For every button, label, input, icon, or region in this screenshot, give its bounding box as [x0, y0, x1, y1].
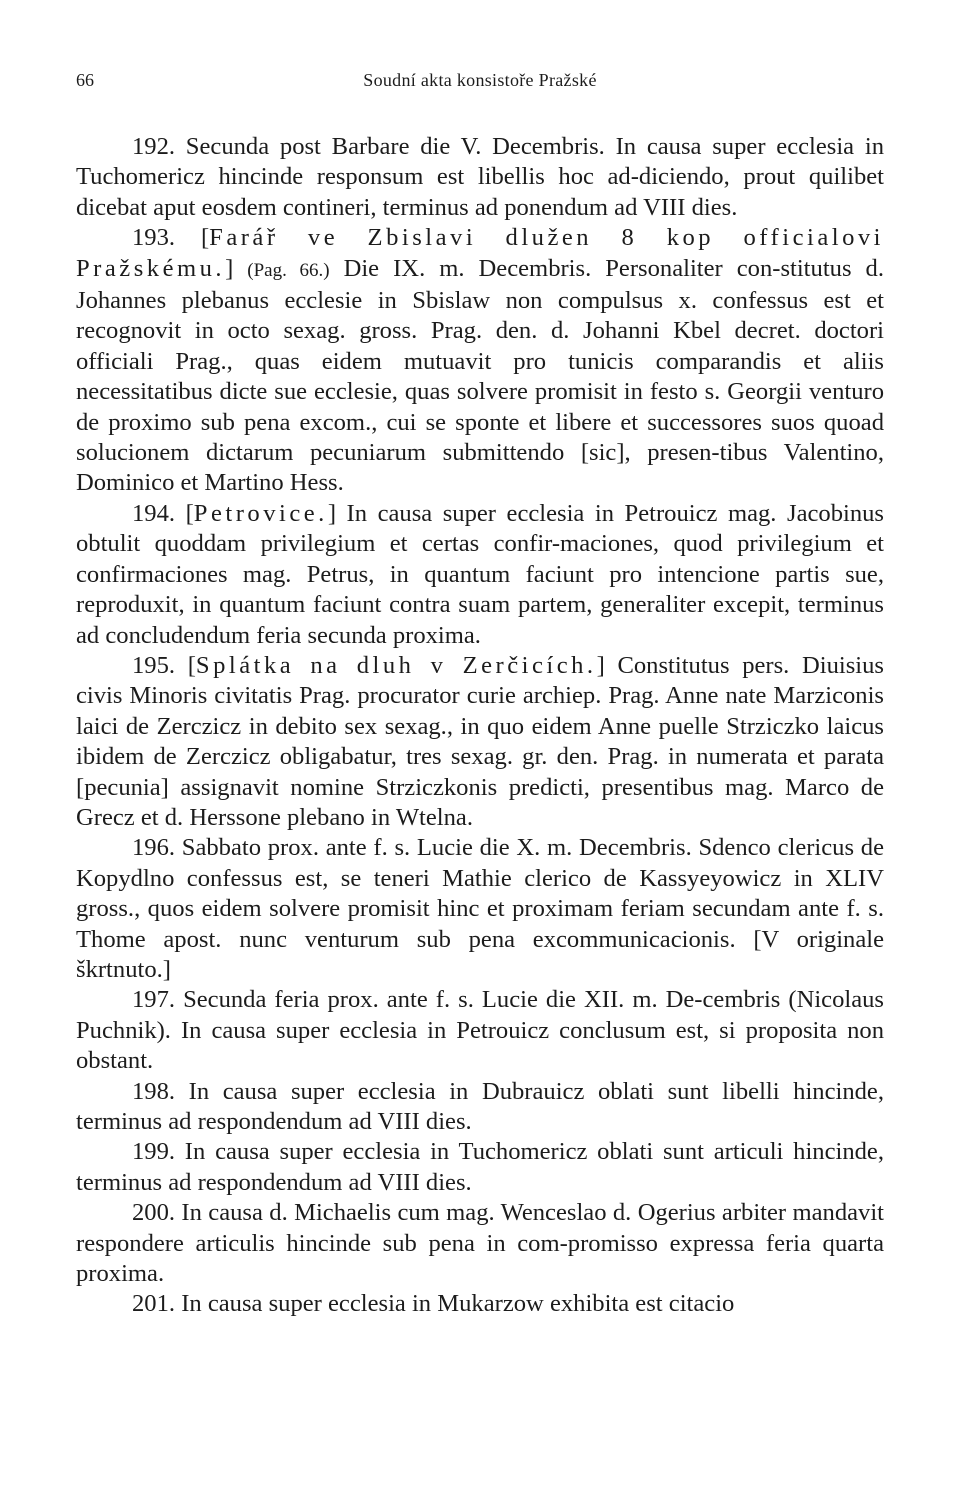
entry-text: 200. In causa d. Michaelis cum mag. Wenceslao d. Ogerius arbiter mandavit respondere articulis hincinde sub pena in com-promisso expressa feria quarta proxima. [76, 1199, 884, 1288]
entry-192 [76, 132, 884, 223]
running-title: Soudní akta konsistoře Pražské [363, 70, 597, 90]
entry-196 [76, 833, 884, 985]
entry-text: ] In causa super ecclesia in Petrouicz mag. Jacobinus obtulit quoddam privilegium et certas confir-maciones, quod privilegium et confirmaciones mag. Petrus, in quantum faciunt pro intencione partis sue, reproduxit, in quantum faciunt contra suam partem, generaliter excepit, terminus ad concludendum feria secunda proxima. [76, 499, 884, 649]
entry-text: 193. [ [132, 224, 210, 252]
entry-201 [76, 1289, 884, 1319]
entry-text: 199. In causa super ecclesia in Tuchomericz oblati sunt articuli hincinde, terminus ad respondendum ad VIII dies. [76, 1138, 884, 1196]
document-body [76, 132, 884, 1320]
entry-text: 196. Sabbato prox. ante f. s. Lucie die X. m. Decembris. Sdenco clericus de Kopydlno confessus est, se teneri Mathie clerico de Kassyeyowicz in XLIV gross., quos eidem solvere promisit hinc et proximam feriam secundam ante f. s. Thome apost. nunc venturum sub pena excommunicacionis. [V originale škrtnuto.] [76, 834, 884, 983]
entry-heading: Farář ve Zbislavi dlužen 8 kop officialovi Pražskému. [76, 224, 884, 282]
document-page [76, 62, 884, 1320]
entry-text: 195. [ [132, 651, 196, 679]
entry-193 [76, 223, 884, 499]
entry-text: Die IX. m. Decembris. Personaliter con-stitutus d. Johannes plebanus ecclesie in Sbislaw non compulsus x. confessus est et recognovit in octo sexag. gross. Prag. den. d. Johanni Kbel decret. doctori officiali Prag., quas eidem mutuavit pro tunicis comparandis et aliis necessitatibus dicte sue ecclesie, quas solvere promisit in festo s. Georgii venturo de proximo sub pena excom., cui se sponte et libere et successores suos quoad solucionem dictarum pecuniarum submittendo [sic], presen-tibus Valentino, Dominico et Martino Hess. [76, 254, 884, 497]
entry-text: ] [225, 254, 248, 282]
entry-text: 194. [ [132, 499, 194, 527]
entry-195 [76, 651, 884, 833]
entry-200 [76, 1198, 884, 1289]
entry-text: 198. In causa super ecclesia in Dubrauicz oblati sunt libelli hincinde, terminus ad respondendum ad VIII dies. [76, 1077, 884, 1135]
entry-text: 201. In causa super ecclesia in Mukarzow exhibita est citacio [132, 1290, 735, 1318]
entry-197 [76, 985, 884, 1076]
entry-199 [76, 1137, 884, 1198]
entry-194 [76, 499, 884, 651]
page-reference: (Pag. 66.) [247, 259, 330, 281]
entry-198 [76, 1077, 884, 1138]
entry-text: 192. Secunda post Barbare die V. Decembris. In causa super ecclesia in Tuchomericz hincinde responsum est libellis hoc ad-diciendo, prout quilibet dicebat aput eosdem contineri, terminus ad ponendum ad VIII dies. [76, 133, 884, 221]
entry-heading: Splátka na dluh v Zerčicích. [195, 651, 597, 679]
entry-text: ] Constitutus pers. Diuisius civis Minoris civitatis Prag. procurator curie archiep. Prag. Anne nate Marziconis laici de Zerczicz in debito sex sexag., in quo eidem Anne puelle Strziczko laicus ibidem de Zerczicz obligabatur, tres sexag. gr. den. Prag. in numerata et parata [pecunia] assignavit nomine Strziczkonis predicti, presentibus mag. Marco de Grecz et d. Herssone plebano in Wtelna. [76, 651, 884, 831]
page-number: 66 [76, 70, 94, 90]
entry-heading: Petrovice. [193, 499, 328, 527]
entry-text: 197. Secunda feria prox. ante f. s. Lucie die XII. m. De-cembris (Nicolaus Puchnik). In causa super ecclesia in Petrouicz conclusum est, si proposita non obstant. [76, 986, 884, 1075]
page-header [76, 62, 884, 108]
